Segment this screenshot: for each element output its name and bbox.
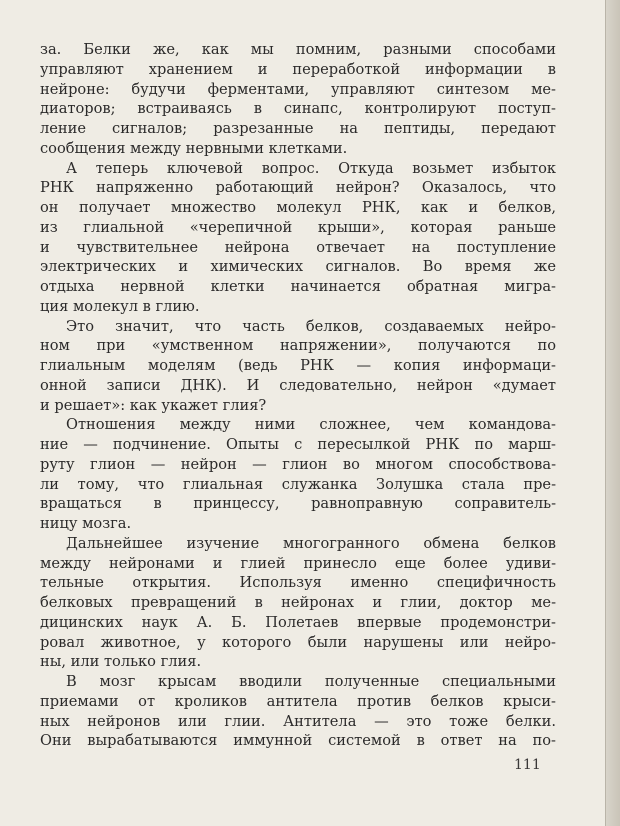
- text-line: электрических и химических сигналов. Во время же: [40, 258, 556, 276]
- text-line: Это значит, что часть белков, создаваемых нейро-: [66, 317, 556, 335]
- text-line: РНК напряженно работающий нейрон? Оказалось, что: [40, 179, 556, 197]
- text-line: между нейронами и глией принесло еще более удиви-: [40, 554, 556, 572]
- text-line: тельные открытия. Используя именно специфичность: [40, 574, 556, 592]
- text-line: ление сигналов; разрезанные на пептиды, передают: [40, 120, 556, 137]
- text-line: ницу мозга.: [40, 515, 132, 532]
- text-line: ны, или только глия.: [40, 653, 202, 671]
- text-line: и чувствительнее нейрона отвечает на поступление: [40, 238, 556, 256]
- text-line: сообщения между нервными клетками.: [40, 139, 348, 157]
- text-line: за. Белки же, как мы помним, разными способами: [40, 41, 556, 58]
- text-line: приемами от кроликов антитела против белков крыси-: [40, 692, 556, 710]
- text-line: ных нейронов или глии. Антитела — это тоже белки.: [40, 712, 556, 730]
- text-line: Отношения между ними сложнее, чем командова-: [66, 416, 556, 434]
- text-line: белковых превращений в нейронах и глии, доктор ме-: [40, 594, 556, 611]
- text-line: онной записи ДНК). И следовательно, нейрон «думает: [40, 376, 556, 394]
- text-line: он получает множество молекул РНК, как и белков,: [40, 199, 556, 216]
- text-line: нейроне: будучи ферментами, управляют синтезом ме-: [40, 80, 556, 98]
- text-line: вращаться в принцессу, равноправную соправитель-: [40, 495, 556, 513]
- text-line: дицинских наук А. Б. Полетаев впервые продемонстри-: [40, 613, 556, 631]
- body-text: [40, 40, 556, 751]
- text-line: глиальным моделям (ведь РНК — копия информаци-: [40, 357, 556, 374]
- text-line: В мозг крысам вводили полученные специальными: [66, 673, 556, 690]
- text-line: ли тому, что глиальная служанка Золушка стала пре-: [40, 475, 556, 493]
- text-line: ном при «умственном напряжении», получаются по: [40, 337, 556, 355]
- text-line: ровал животное, у которого были нарушены или нейро-: [40, 633, 556, 651]
- text-line: А теперь ключевой вопрос. Откуда возьмет избыток: [66, 159, 556, 177]
- page-number: 111: [514, 757, 541, 773]
- page-spine-edge: [605, 0, 620, 826]
- text-line: из глиальной «черепичной крыши», которая раньше: [40, 218, 556, 236]
- text-line: и решает»: как укажет глия?: [40, 396, 267, 414]
- text-line: управляют хранением и переработкой информации в: [40, 60, 556, 78]
- text-line: руту глион — нейрон — глион во многом способствова-: [40, 455, 556, 473]
- text-line: отдыха нервной клетки начинается обратная мигра-: [40, 278, 556, 295]
- text-line: ние — подчинение. Опыты с пересылкой РНК по марш-: [40, 436, 556, 453]
- text-line: Они вырабатываются иммунной системой в ответ на по-: [40, 732, 556, 750]
- text-line: ция молекул в глию.: [40, 297, 200, 315]
- text-line: диаторов; встраиваясь в синапс, контролируют поступ-: [40, 100, 556, 118]
- text-line: Дальнейшее изучение многогранного обмена белков: [66, 534, 556, 552]
